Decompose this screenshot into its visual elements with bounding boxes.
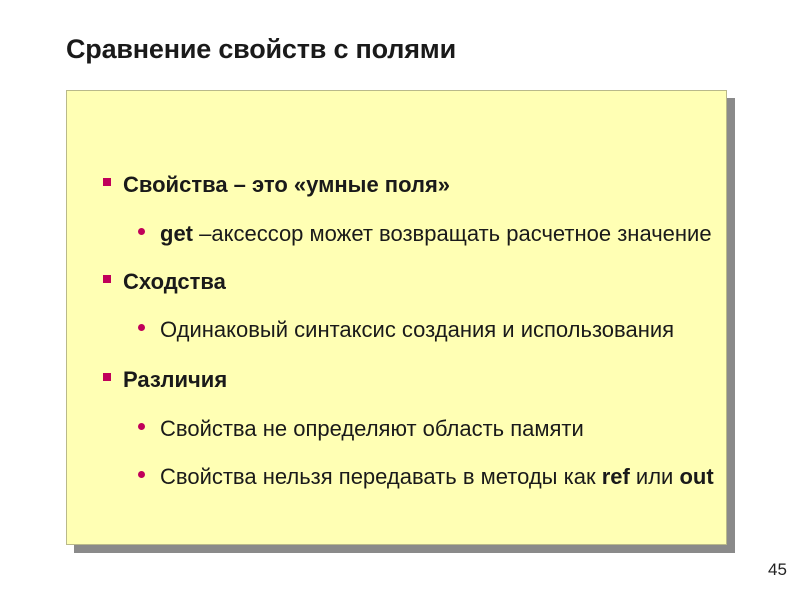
square-bullet-icon	[103, 373, 111, 381]
round-bullet-icon	[138, 423, 145, 430]
bullet-same-syntax: Одинаковый синтаксис создания и использования	[160, 317, 675, 342]
bullet-differences: Различия	[123, 367, 228, 392]
bullet-get-accessor-text: –аксессор может возвращать расчетное значение	[193, 221, 712, 246]
bullet-no-ref-out-text-middle: или	[629, 464, 680, 489]
keyword-get: get	[160, 221, 193, 246]
round-bullet-icon	[138, 324, 145, 331]
keyword-out: out	[679, 464, 714, 489]
bullet-properties-smart-fields: Свойства – это «умные поля»	[123, 172, 451, 197]
bullet-no-ref-out-text-before: Свойства нельзя передавать в методы как	[160, 464, 602, 489]
square-bullet-icon	[103, 275, 111, 283]
round-bullet-icon	[138, 471, 145, 478]
keyword-ref: ref	[601, 464, 630, 489]
round-bullet-icon	[138, 228, 145, 235]
page-number: 45	[768, 560, 787, 579]
bullet-no-ref-out	[160, 464, 714, 490]
bullet-no-memory-location: Свойства не определяют область памяти	[160, 416, 584, 441]
bullet-similarities: Сходства	[123, 269, 226, 294]
bullet-get-accessor	[160, 221, 712, 247]
slide-title: Сравнение свойств с полями	[66, 34, 456, 64]
square-bullet-icon	[103, 178, 111, 186]
